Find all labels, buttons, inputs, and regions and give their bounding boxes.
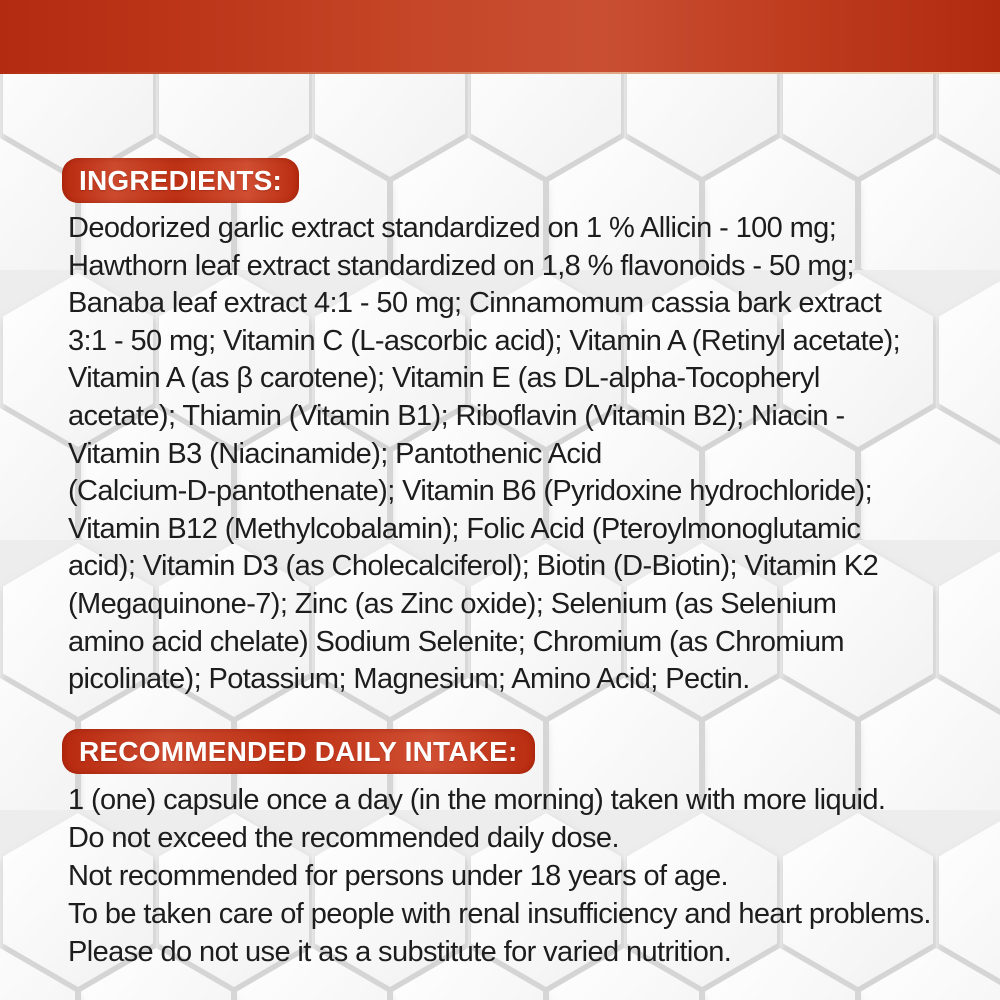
ingredients-text-block — [68, 210, 900, 699]
ingredients-line: acid); Vitamin D3 (as Cholecalciferol); Biotin (D-Biotin); Vitamin K2 — [68, 550, 879, 583]
ingredients-line: Vitamin B3 (Niacinamide); Pantothenic Acid — [68, 437, 602, 470]
intake-line: Do not exceed the recommended daily dose. — [68, 822, 619, 854]
intake-heading: RECOMMENDED DAILY INTAKE: — [79, 735, 518, 767]
ingredients-line: amino acid chelate) Sodium Selenite; Chromium (as Chromium — [68, 625, 844, 658]
intake-line: Not recommended for persons under 18 years of age. — [68, 860, 728, 892]
ingredients-line: (Calcium-D-pantothenate); Vitamin B6 (Pyridoxine hydrochloride); — [68, 475, 873, 508]
intake-line: Please do not use it as a substitute for varied nutrition. — [68, 936, 732, 968]
ingredients-line: (Megaquinone-7); Zinc (as Zinc oxide); Selenium (as Selenium — [68, 587, 837, 620]
ingredients-line: 3:1 - 50 mg; Vitamin C (L-ascorbic acid); Vitamin A (Retinyl acetate); — [68, 324, 901, 357]
ingredients-line: Vitamin B12 (Methylcobalamin); Folic Acid (Pteroylmonoglutamic — [68, 512, 861, 545]
ingredients-line: Banaba leaf extract 4:1 - 50 mg; Cinnamomum cassia bark extract — [68, 287, 882, 320]
ingredients-line: acetate); Thiamin (Vitamin B1); Riboflavin (Vitamin B2); Niacin - — [68, 399, 845, 432]
top-red-bar — [0, 0, 1000, 74]
ingredients-heading-badge — [62, 158, 299, 203]
ingredients-line: Vitamin A (as β carotene); Vitamin E (as DL-alpha-Tocopheryl — [68, 362, 820, 395]
intake-text-block — [68, 781, 931, 971]
intake-line: To be taken care of people with renal insufficiency and heart problems. — [68, 898, 931, 930]
ingredients-heading: INGREDIENTS: — [79, 164, 283, 196]
intake-line: 1 (one) capsule once a day (in the morning) taken with more liquid. — [68, 784, 886, 816]
ingredients-line: Deodorized garlic extract standardized on 1 % Allicin - 100 mg; — [68, 212, 837, 244]
ingredients-line: Hawthorn leaf extract standardized on 1,8 % flavonoids - 50 mg; — [68, 249, 854, 282]
ingredients-line: picolinate); Potassium; Magnesium; Amino Acid; Pectin. — [68, 663, 750, 696]
intake-heading-badge — [62, 729, 535, 774]
